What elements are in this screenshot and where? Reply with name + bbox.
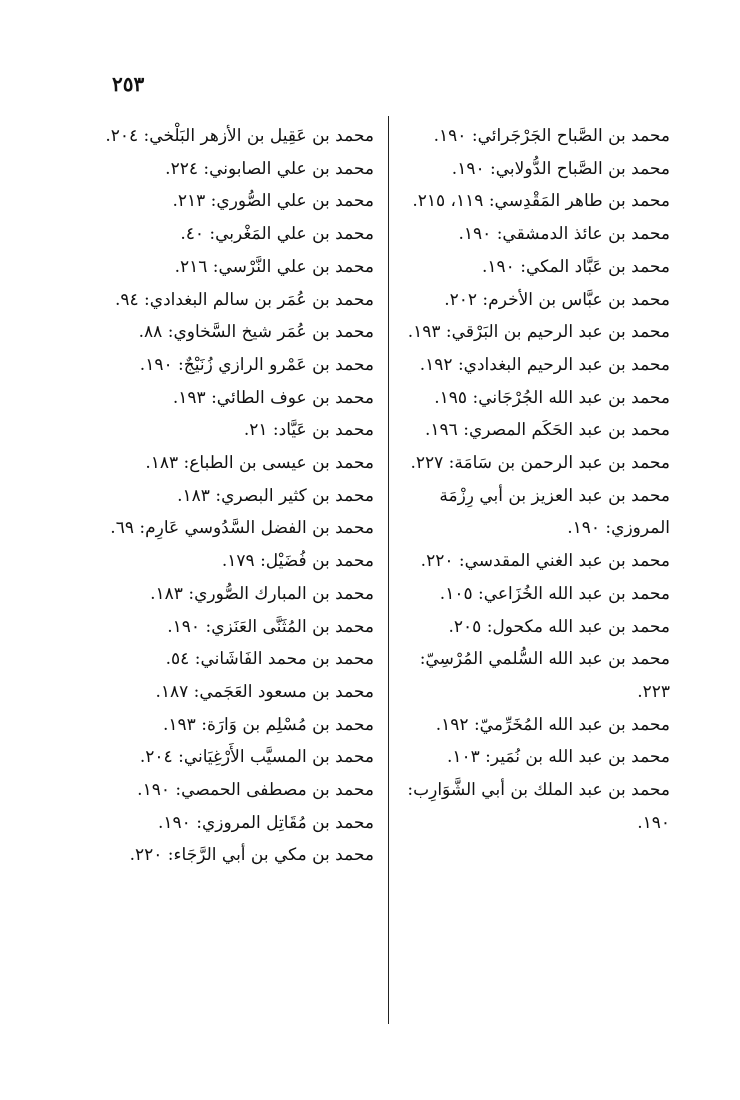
right-column xyxy=(400,120,670,839)
index-entry: محمد بن عبد الغني المقدسي: ٢٢٠. xyxy=(420,551,670,572)
index-entry: محمد بن عُمَر بن سالم البغدادي: ٩٤. xyxy=(114,289,374,310)
index-entry: محمد بن مُقَاتِل المروزي: ١٩٠. xyxy=(158,812,374,833)
index-entry: محمد بن عبد العزيز بن أبي رِزْمَة المروزي: ١٩٠. xyxy=(439,485,670,539)
index-entry: محمد بن عبد الله السُّلمي المُرْسِيّ: ٢٢٣. xyxy=(419,649,670,702)
index-entry: محمد بن عَقِيل بن الأزهر البَلْخي: ٢٠٤. xyxy=(105,126,374,146)
index-entry: محمد بن عبد الرحيم بن البَرْقي: ١٩٣. xyxy=(407,322,670,343)
index-entry: محمد بن علي الصُّوري: ٢١٣. xyxy=(172,191,374,212)
index-entry: محمد بن عبد الرحمن بن سَامَة: ٢٢٧. xyxy=(410,453,670,474)
index-entry: محمد بن كثير البصري: ١٨٣. xyxy=(177,485,374,506)
index-entry: محمد بن علي المَغْربي: ٤٠. xyxy=(180,224,374,245)
index-entry: محمد بن طاهر المَقْدِسي: ١١٩، ٢١٥. xyxy=(412,191,670,212)
index-entry: محمد بن عبد الله مكحول: ٢٠٥. xyxy=(448,616,670,637)
index-entry: محمد بن عوف الطائي: ١٩٣. xyxy=(172,387,374,408)
index-entry: محمد بن مُسْلِم بن وَارَة: ١٩٣. xyxy=(163,714,374,735)
index-entry: محمد بن علي الصابوني: ٢٢٤. xyxy=(165,158,374,179)
index-entry: محمد بن علي النَّرْسي: ٢١٦. xyxy=(174,256,374,277)
index-entry: محمد بن عبد الملك بن أبي الشَّوَارِب: ١٩٠. xyxy=(407,780,670,833)
index-entry: محمد بن عَيَّاد: ٢١. xyxy=(243,420,374,441)
left-column xyxy=(104,120,374,872)
index-entry: محمد بن مصطفى الحمصي: ١٩٠. xyxy=(137,780,374,801)
index-entry: محمد بن عبد الحَكَم المصري: ١٩٦. xyxy=(425,420,670,441)
index-entry: محمد بن عائذ الدمشقي: ١٩٠. xyxy=(458,224,670,245)
index-entry: محمد بن مكي بن أبي الرَّجَاء: ٢٢٠. xyxy=(129,845,374,866)
index-entry: محمد بن عُمَر شيخ السَّخاوي: ٨٨. xyxy=(138,322,374,343)
index-entry: محمد بن الفضل السَّدُوسي عَارِم: ٦٩. xyxy=(110,518,374,539)
column-divider xyxy=(388,116,389,1024)
index-entry: محمد بن عَمْرو الرازي زُنَيْجٌ: ١٩٠. xyxy=(139,354,374,375)
index-entry: محمد بن المبارك الصُّوري: ١٨٣. xyxy=(150,583,374,604)
index-entry: محمد بن عبَّاس بن الأخرم: ٢٠٢. xyxy=(444,289,670,310)
index-entry: محمد بن عبد الله الجُرْجَاني: ١٩٥. xyxy=(434,387,670,408)
index-entry: محمد بن عبد الله بن نُمَير: ١٠٣. xyxy=(446,747,670,768)
index-entry: محمد بن الصَّباح الدُّولابي: ١٩٠. xyxy=(451,158,670,179)
index-entry: محمد بن الصَّباح الجَرْجَرائي: ١٩٠. xyxy=(433,126,670,146)
index-entry: محمد بن المسيَّب الأَرْغِيَاني: ٢٠٤. xyxy=(139,747,374,768)
index-entry: محمد بن المُثَنَّى العَنَزي: ١٩٠. xyxy=(167,616,374,637)
index-entry: محمد بن عبد الرحيم البغدادي: ١٩٢. xyxy=(419,354,670,375)
index-entry: محمد بن فُضَيْل: ١٧٩. xyxy=(221,551,374,572)
index-entry: محمد بن محمد الفَاشَاني: ٥٤. xyxy=(165,649,374,670)
page-number: ٢٥٣ xyxy=(112,72,145,96)
index-entry: محمد بن عبد الله المُخَرِّميّ: ١٩٢. xyxy=(435,714,670,735)
index-entry: محمد بن عَبَّاد المكي: ١٩٠. xyxy=(482,256,670,277)
index-entry: محمد بن عبد الله الخُزَاعي: ١٠٥. xyxy=(439,583,670,604)
index-entry: محمد بن عيسى بن الطباع: ١٨٣. xyxy=(145,453,374,474)
index-entry: محمد بن مسعود العَجَمي: ١٨٧. xyxy=(155,681,374,702)
